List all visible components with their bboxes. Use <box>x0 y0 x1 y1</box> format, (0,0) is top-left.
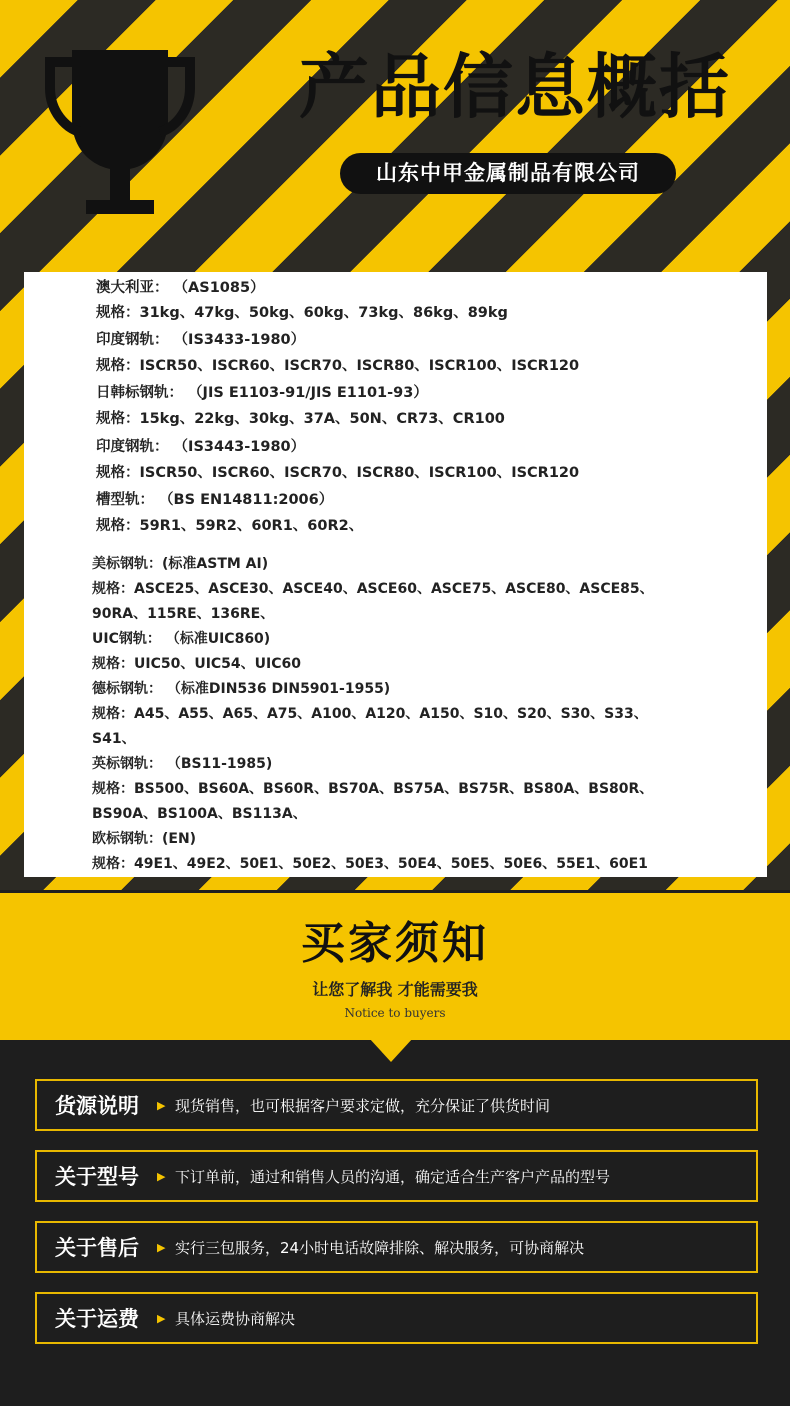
spec-line: 英标钢轨： （BS11-1985) <box>92 756 273 772</box>
info-text: 现货销售，也可根据客户要求定做，充分保证了供货时间 <box>175 1096 551 1115</box>
spec-line: 印度钢轨： （IS3433-1980） <box>96 332 306 348</box>
info-text: 实行三包服务，24小时电话故障排除、解决服务，可协商解决 <box>175 1238 585 1257</box>
arrow-right-icon: ▶ <box>157 1098 166 1112</box>
notice-subtitle: 让您了解我 才能需要我 <box>312 980 478 999</box>
spec-line: UIC钢轨： （标准UIC860) <box>92 631 271 647</box>
spec-line: 印度钢轨： （IS3443-1980） <box>96 439 306 455</box>
info-item-model <box>35 1150 758 1202</box>
info-item-aftersales <box>35 1221 758 1273</box>
notice-section <box>0 893 790 1040</box>
spec-line: 规格：UIC50、UIC54、UIC60 <box>92 656 302 672</box>
notice-english: Notice to buyers <box>344 1006 446 1020</box>
spec-line: 规格：ISCR50、ISCR60、ISCR70、ISCR80、ISCR100、ISCR120 <box>96 465 580 481</box>
spec-card <box>24 272 767 877</box>
notch-arrow <box>369 1038 413 1062</box>
info-label: 关于售后 <box>55 1236 139 1260</box>
info-label: 关于运费 <box>55 1307 139 1331</box>
company-name: 山东中甲金属制品有限公司 <box>340 153 676 194</box>
page-title: 产品信息概括 <box>299 45 731 128</box>
spec-line: BS90A、BS100A、BS113A、 <box>92 806 307 822</box>
spec-line: S41、 <box>92 731 136 747</box>
spec-line: 日韩标钢轨： （JIS E1103-91/JIS E1101-93） <box>96 385 428 401</box>
spec-line: 欧标钢轨：(EN) <box>92 831 197 847</box>
spec-line: 规格：ISCR50、ISCR60、ISCR70、ISCR80、ISCR100、ISCR120 <box>96 358 580 374</box>
info-text: 具体运费协商解决 <box>175 1309 296 1328</box>
notice-title: 买家须知 <box>301 918 489 969</box>
spec-line: 澳大利亚： （AS1085） <box>96 280 265 296</box>
arrow-right-icon: ▶ <box>157 1311 166 1325</box>
spec-line: 德标钢轨： （标准DIN536 DIN5901-1955) <box>92 681 391 697</box>
spec-line: 规格：ASCE25、ASCE30、ASCE40、ASCE60、ASCE75、ASCE80、ASCE85、 <box>92 581 654 597</box>
arrow-right-icon: ▶ <box>157 1169 166 1183</box>
info-item-shipping <box>35 1292 758 1344</box>
spec-line: 槽型轨： （BS EN14811:2006） <box>96 492 334 508</box>
info-label: 关于型号 <box>55 1165 139 1189</box>
spec-line: 规格：15kg、22kg、30kg、37A、50N、CR73、CR100 <box>96 411 505 427</box>
trophy-icon <box>40 40 200 220</box>
spec-line: 90RA、115RE、136RE、 <box>92 606 275 622</box>
spec-line: 规格：31kg、47kg、50kg、60kg、73kg、86kg、89kg <box>96 305 508 321</box>
info-text: 下订单前，通过和销售人员的沟通，确定适合生产客户产品的型号 <box>175 1167 611 1186</box>
info-item-source <box>35 1079 758 1131</box>
info-label: 货源说明 <box>55 1094 139 1118</box>
spec-line: 规格：59R1、59R2、60R1、60R2、 <box>96 518 364 534</box>
spec-line: 规格：A45、A55、A65、A75、A100、A120、A150、S10、S20、S30、S33、 <box>92 706 648 722</box>
spec-line: 美标钢轨：(标准ASTM AI) <box>92 556 269 572</box>
spec-line: 规格：49E1、49E2、50E1、50E2、50E3、50E4、50E5、50E6、55E1、60E1 <box>92 856 648 872</box>
arrow-right-icon: ▶ <box>157 1240 166 1254</box>
spec-line: 规格：BS500、BS60A、BS60R、BS70A、BS75A、BS75R、BS80A、BS80R、 <box>92 781 654 797</box>
